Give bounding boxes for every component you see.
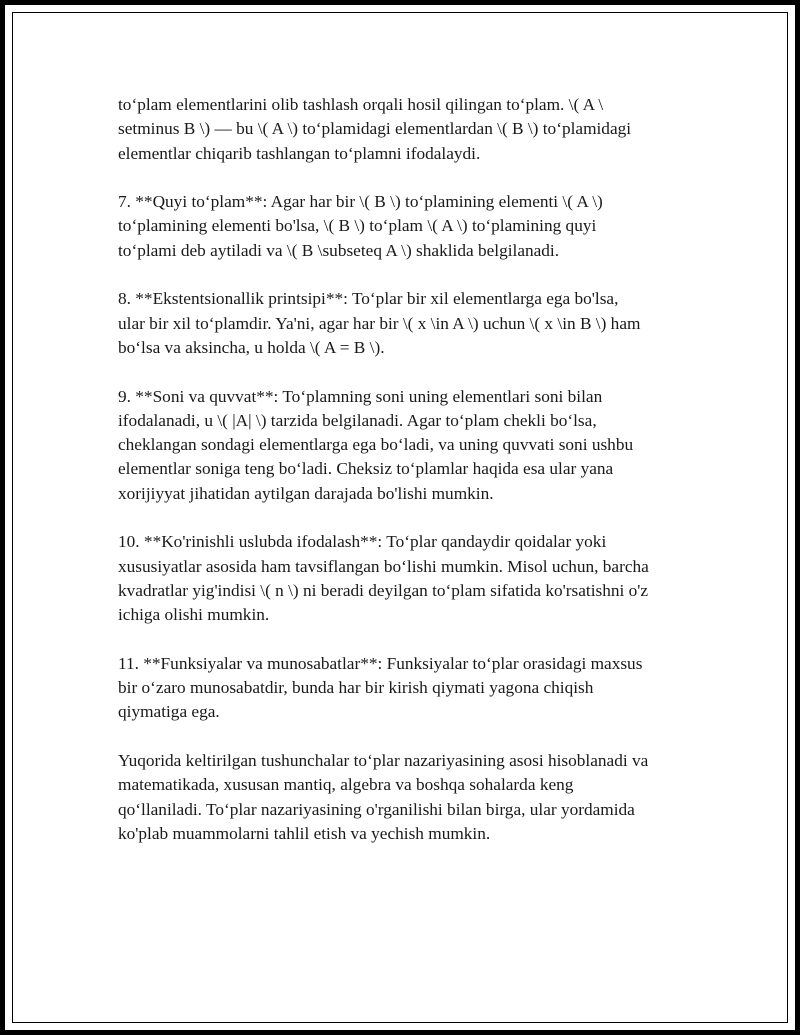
text-line: elementlar soniga teng bo‘ladi. Cheksiz to‘plamlar haqida esa ular yana — [118, 459, 614, 479]
text-line: qo‘llaniladi. To‘plar nazariyasining o'rganilishi bilan birga, ular yordamida — [118, 799, 635, 819]
text-line: xususiyatlar asosida ham tavsiflangan bo‘lishi mumkin. Misol uchun, barcha — [118, 556, 649, 576]
text-line: kvadratlar yig'indisi \( n \) ni beradi deyilgan to‘plam sifatida ko'rsatishni o'z — [118, 580, 649, 600]
text-line: 11. **Funksiyalar va munosabatlar**: Funksiyalar to‘plar orasidagi maxsus — [118, 653, 643, 673]
text-line: 8. **Ekstentsionallik printsipi**: To‘plar bir xil elementlarga ega bo'lsa, — [118, 289, 619, 309]
text-line: matematikada, xususan mantiq, algebra va boshqa sohalarda keng — [118, 775, 574, 795]
document-body — [118, 93, 698, 871]
text-line: 7. **Quyi to‘plam**: Agar har bir \( B \) to‘plamining elementi \( A \) — [118, 192, 603, 212]
text-line: ko'plab muammolarni tahlil etish va yechish mumkin. — [118, 823, 491, 843]
text-line: to‘plami deb aytiladi va \( B \subseteq A \) shaklida belgilanadi. — [118, 240, 560, 260]
paragraph-functions — [118, 652, 698, 725]
text-line: setminus B \) — bu \( A \) to‘plamidagi elementlardan \( B \) to‘plamidagi — [118, 119, 632, 139]
text-line: elementlar chiqarib tashlangan to‘plamni ifodalaydi. — [118, 143, 481, 163]
text-line: 10. **Ko'rinishli uslubda ifodalash**: To‘plar qandaydir qoidalar yoki — [118, 532, 607, 552]
text-line: to‘plam elementlarini olib tashlash orqali hosil qilingan to‘plam. \( A \ — [118, 95, 604, 114]
paragraph-subset — [118, 190, 698, 263]
text-line: to‘plamining elementi bo'lsa, \( B \) to‘plam \( A \) to‘plamining quyi — [118, 216, 597, 236]
text-line: ular bir xil to‘plamdir. Ya'ni, agar har bir \( x \in A \) uchun \( x \in B \) ham — [118, 313, 641, 333]
text-line: cheklangan sondagi elementlarga ega bo‘ladi, va uning quvvati soni ushbu — [118, 435, 634, 455]
paragraph-set-difference — [118, 93, 698, 166]
paragraph-cardinality — [118, 385, 698, 506]
paragraph-set-builder — [118, 530, 698, 627]
text-line: Yuqorida keltirilgan tushunchalar to‘plar nazariyasining asosi hisoblanadi va — [118, 751, 649, 771]
text-line: bo‘lsa va aksincha, u holda \( A = B \). — [118, 337, 385, 357]
text-line: qiymatiga ega. — [118, 702, 220, 722]
paragraph-conclusion — [118, 749, 698, 846]
text-line: bir o‘zaro munosabatdir, bunda har bir kirish qiymati yagona chiqish — [118, 678, 594, 698]
text-line: 9. **Soni va quvvat**: To‘plamning soni uning elementlari soni bilan — [118, 386, 603, 406]
paragraph-extensionality — [118, 287, 698, 360]
text-line: ichiga olishi mumkin. — [118, 605, 270, 625]
text-line: xorijiyyat jihatidan aytilgan darajada bo'lishi mumkin. — [118, 483, 494, 503]
text-line: ifodalanadi, u \( |A| \) tarzida belgilanadi. Agar to‘plam chekli bo‘lsa, — [118, 410, 597, 430]
